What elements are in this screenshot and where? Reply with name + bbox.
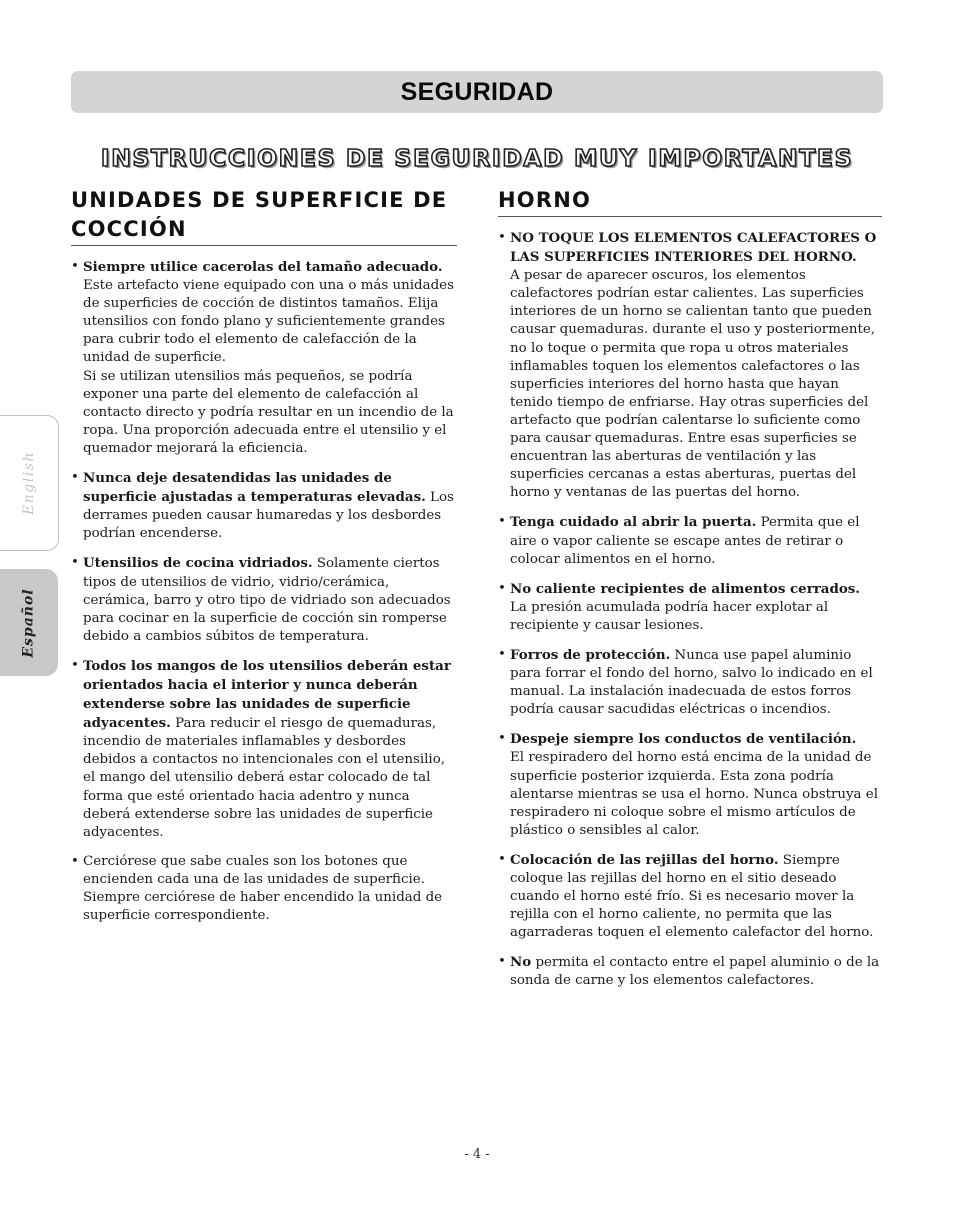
list-item (498, 953, 882, 990)
section-banner (71, 71, 883, 113)
list-item (71, 554, 457, 645)
list-item (71, 258, 457, 458)
item-body: Permita que el aire o vapor caliente se escape antes de retirar o colocar alimentos en el horno. (510, 515, 860, 567)
left-column (71, 186, 457, 936)
bullet: • (498, 851, 506, 867)
main-heading: INSTRUCCIONES DE SEGURIDAD MUY IMPORTANTES (100, 144, 854, 172)
tab-spanish-label: Español (21, 587, 37, 658)
bullet: • (498, 731, 506, 747)
item-body: Este artefacto viene equipado con una o más unidades de superficies de cocción de distintos tamaños. Elija utensilios con fondo plano y suficientemente grandes para cubrir todo el elemento de calefacción de la unidad de superficie. (83, 278, 454, 366)
list-item (498, 646, 882, 719)
item-body: Para reducir el riesgo de quemaduras, incendio de materiales inflamables y desbordes debidos a contactos no intencionales con el utensilio, el mango del utensilio deberá estar colocado de tal forma que esté orientado hacia adentro y nunca deberá extenderse sobre las unidades de superficie adyacentes. (83, 716, 446, 840)
item-body: Siempre coloque las rejillas del horno en el sitio deseado cuando el horno esté frío. Si es necesario mover la rejilla con el horno caliente, no permita que las agarraderas toquen el elemento calefactor del horno. (510, 852, 874, 941)
list-item (498, 580, 882, 635)
surface-units-heading-line1: UNIDADES DE SUPERFICIE DE (71, 188, 448, 212)
item-body: A pesar de aparecer oscuros, los elementos calefactores podrían estar calientes. Las superficies interiores de un horno se calientan tanto que pueden causar quemaduras. durante el uso y posteriormente, no lo toque o permita que ropa u otros materiales inflamables toquen los elementos calefactores o las superficies interiores del horno hasta que hayan tenido tiempo de enfriarse. Hay otras superficies del artefacto que podrían calentarse lo suficiente como para causar quemaduras. Entre esas superficies se encuentran las aberturas de ventilación y las superficies cercanas a estas aberturas, puertas del horno y ventanas de las puertas del horno. (510, 268, 876, 501)
list-item (71, 657, 457, 842)
item-lead: No (510, 954, 532, 971)
item-body: El respiradero del horno está encima de la unidad de superficie posterior izquierda. Esta zona podría alentarse mientras se usa el horno. Nunca obstruya el respiradero ni coloque sobre el mismo artículos de plástico o sensibles al calor. (510, 750, 878, 838)
banner-title: SEGURIDAD (400, 77, 554, 106)
list-item (498, 730, 882, 840)
item-lead: Colocación de las rejillas del horno. (510, 851, 779, 868)
item-lead: Siempre utilice cacerolas del tamaño adecuado. (83, 259, 443, 275)
oven-list (498, 229, 882, 991)
bullet: • (498, 580, 506, 596)
item-body: Cerciórese que sabe cuales son los botones que encienden cada una de las unidades de superficie. Siempre cerciórese de haber encendido la unidad de superficie correspondiente. (83, 853, 443, 924)
list-item (498, 513, 882, 568)
surface-units-list (71, 258, 457, 925)
bullet: • (71, 259, 79, 274)
bullet: • (71, 657, 79, 673)
item-lead: Nunca deje desatendidas las unidades de superficie ajustadas a temperaturas elevadas. (83, 470, 426, 506)
bullet: • (498, 514, 506, 530)
item-body: Si se utilizan utensilios más pequeños, se podría exponer una parte del elemento de calefacción al contacto directo y podría resultar en un incendio de la ropa. Una proporción adecuada entre el utensilio y el quemador mejorará la eficiencia. (83, 368, 454, 456)
surface-units-heading (71, 186, 457, 246)
item-lead: Forros de protección. (510, 646, 671, 663)
item-lead: Utensilios de cocina vidriados. (83, 555, 313, 572)
bullet: • (498, 646, 506, 662)
tab-english-label: English (21, 451, 38, 515)
tab-english[interactable] (0, 415, 59, 551)
surface-units-heading-line2: COCCIÓN (71, 217, 187, 241)
page-number: - 4 - (464, 1147, 490, 1162)
item-body: Nunca use papel aluminio para forrar el fondo del horno, salvo lo indicado en el manual. La instalación inadecuada de estos forros podría causar sacudidas eléctricas o incendios. (510, 647, 873, 718)
item-lead: NO TOQUE LOS ELEMENTOS CALEFACTORES O LAS SUPERFICIES INTERIORES DEL HORNO. (510, 230, 877, 266)
item-lead: Todos los mangos de los utensilios deberán estar orientados hacia el interior y nunca deberán extenderse sobre las unidades de superficie adyacentes. (83, 657, 451, 732)
item-body: permita el contacto entre el papel aluminio o de la sonda de carne y los elementos calefactores. (510, 955, 880, 989)
list-item (498, 229, 882, 502)
list-item (71, 469, 457, 543)
oven-heading: HORNO (498, 186, 882, 217)
item-lead: No caliente recipientes de alimentos cerrados. (510, 580, 860, 597)
item-body: Los derrames pueden causar humaredas y los desbordes podrían encenderse. (83, 490, 454, 542)
bullet: • (71, 853, 79, 869)
bullet: • (498, 954, 506, 970)
item-body: La presión acumulada podría hacer explotar al recipiente y causar lesiones. (510, 599, 829, 633)
list-item (498, 851, 882, 942)
tab-spanish[interactable] (0, 569, 58, 676)
bullet: • (71, 555, 79, 571)
item-lead: Tenga cuidado al abrir la puerta. (510, 514, 757, 531)
list-item (71, 853, 457, 925)
bullet: • (71, 470, 79, 486)
bullet: • (498, 230, 506, 245)
right-column (498, 186, 882, 1002)
item-body: Solamente ciertos tipos de utensilios de vidrio, vidrio/cerámica, cerámica, barro y otro tipo de vidriado son adecuados para cocinar en la superficie de cocción sin romperse debido a cambios súbitos de temperatura. (83, 556, 451, 644)
item-lead: Despeje siempre los conductos de ventilación. (510, 731, 857, 748)
